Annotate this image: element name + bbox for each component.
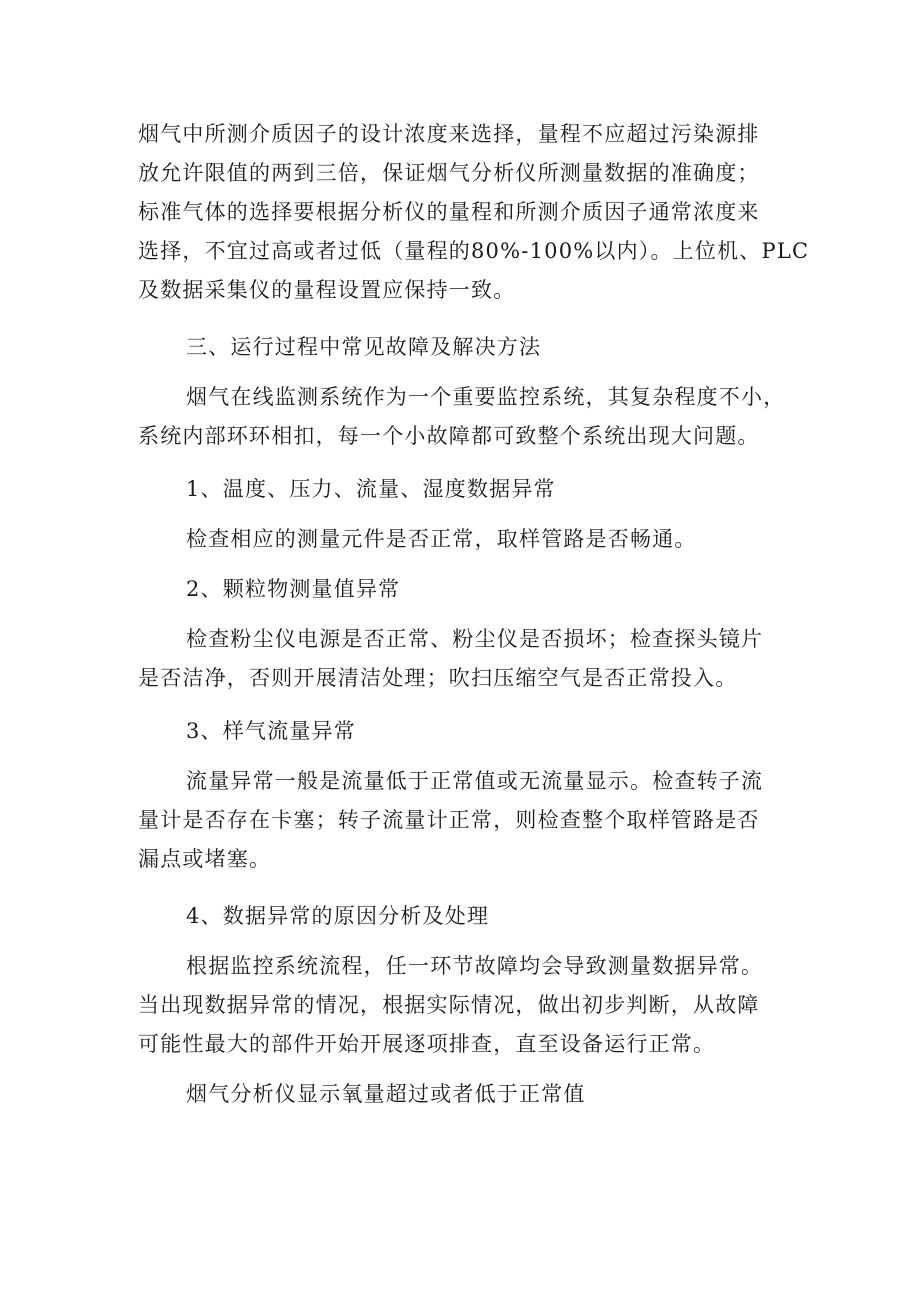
item-4-title: 4、数据异常的原因分析及处理 xyxy=(186,904,490,928)
paragraph-line: 根据监控系统流程，任一环节故障均会导致测量数据异常。 xyxy=(186,954,764,978)
paragraph-line: 流量异常一般是流量低于正常值或无流量显示。检查转子流 xyxy=(186,769,764,793)
paragraph-line: 可能性最大的部件开始开展逐项排查，直至设备运行正常。 xyxy=(138,1032,716,1056)
sub-title: 烟气分析仪显示氧量超过或者低于正常值 xyxy=(186,1082,586,1106)
item-1-body: 检查相应的测量元件是否正常，取样管路是否畅通。 xyxy=(186,527,697,551)
section-heading: 三、运行过程中常见故障及解决方法 xyxy=(186,335,542,359)
paragraph-line: 烟气在线监测系统作为一个重要监控系统，其复杂程度不小， xyxy=(186,385,786,409)
item-2-title: 2、颗粒物测量值异常 xyxy=(186,577,401,601)
paragraph-line: 当出现数据异常的情况，根据实际情况，做出初步判断，从故障 xyxy=(138,993,760,1017)
paragraph-line: 及数据采集仪的量程设置应保持一致。 xyxy=(138,278,516,302)
paragraph-line: 系统内部环环相扣，每一个小故障都可致整个系统出现大问题。 xyxy=(138,424,760,448)
item-1-title: 1、温度、压力、流量、湿度数据异常 xyxy=(186,477,556,501)
paragraph-line: 选择，不宜过高或者过低（量程的80%-100%以内）。上位机、PLC xyxy=(138,239,810,263)
paragraph-line: 烟气中所测介质因子的设计浓度来选择，量程不应超过污染源排 xyxy=(138,122,760,146)
paragraph-line: 量计是否存在卡塞；转子流量计正常，则检查整个取样管路是否 xyxy=(138,808,760,832)
paragraph-line: 是否洁净，否则开展清洁处理；吹扫压缩空气是否正常投入。 xyxy=(138,666,738,690)
item-3-title: 3、样气流量异常 xyxy=(186,719,356,743)
paragraph-line: 放允许限值的两到三倍，保证烟气分析仪所测量数据的准确度； xyxy=(138,161,760,185)
paragraph-line: 标准气体的选择要根据分析仪的量程和所测介质因子通常浓度来 xyxy=(138,200,760,224)
paragraph-line: 漏点或堵塞。 xyxy=(138,847,272,871)
paragraph-line: 检查粉尘仪电源是否正常、粉尘仪是否损坏；检查探头镜片 xyxy=(186,627,764,651)
